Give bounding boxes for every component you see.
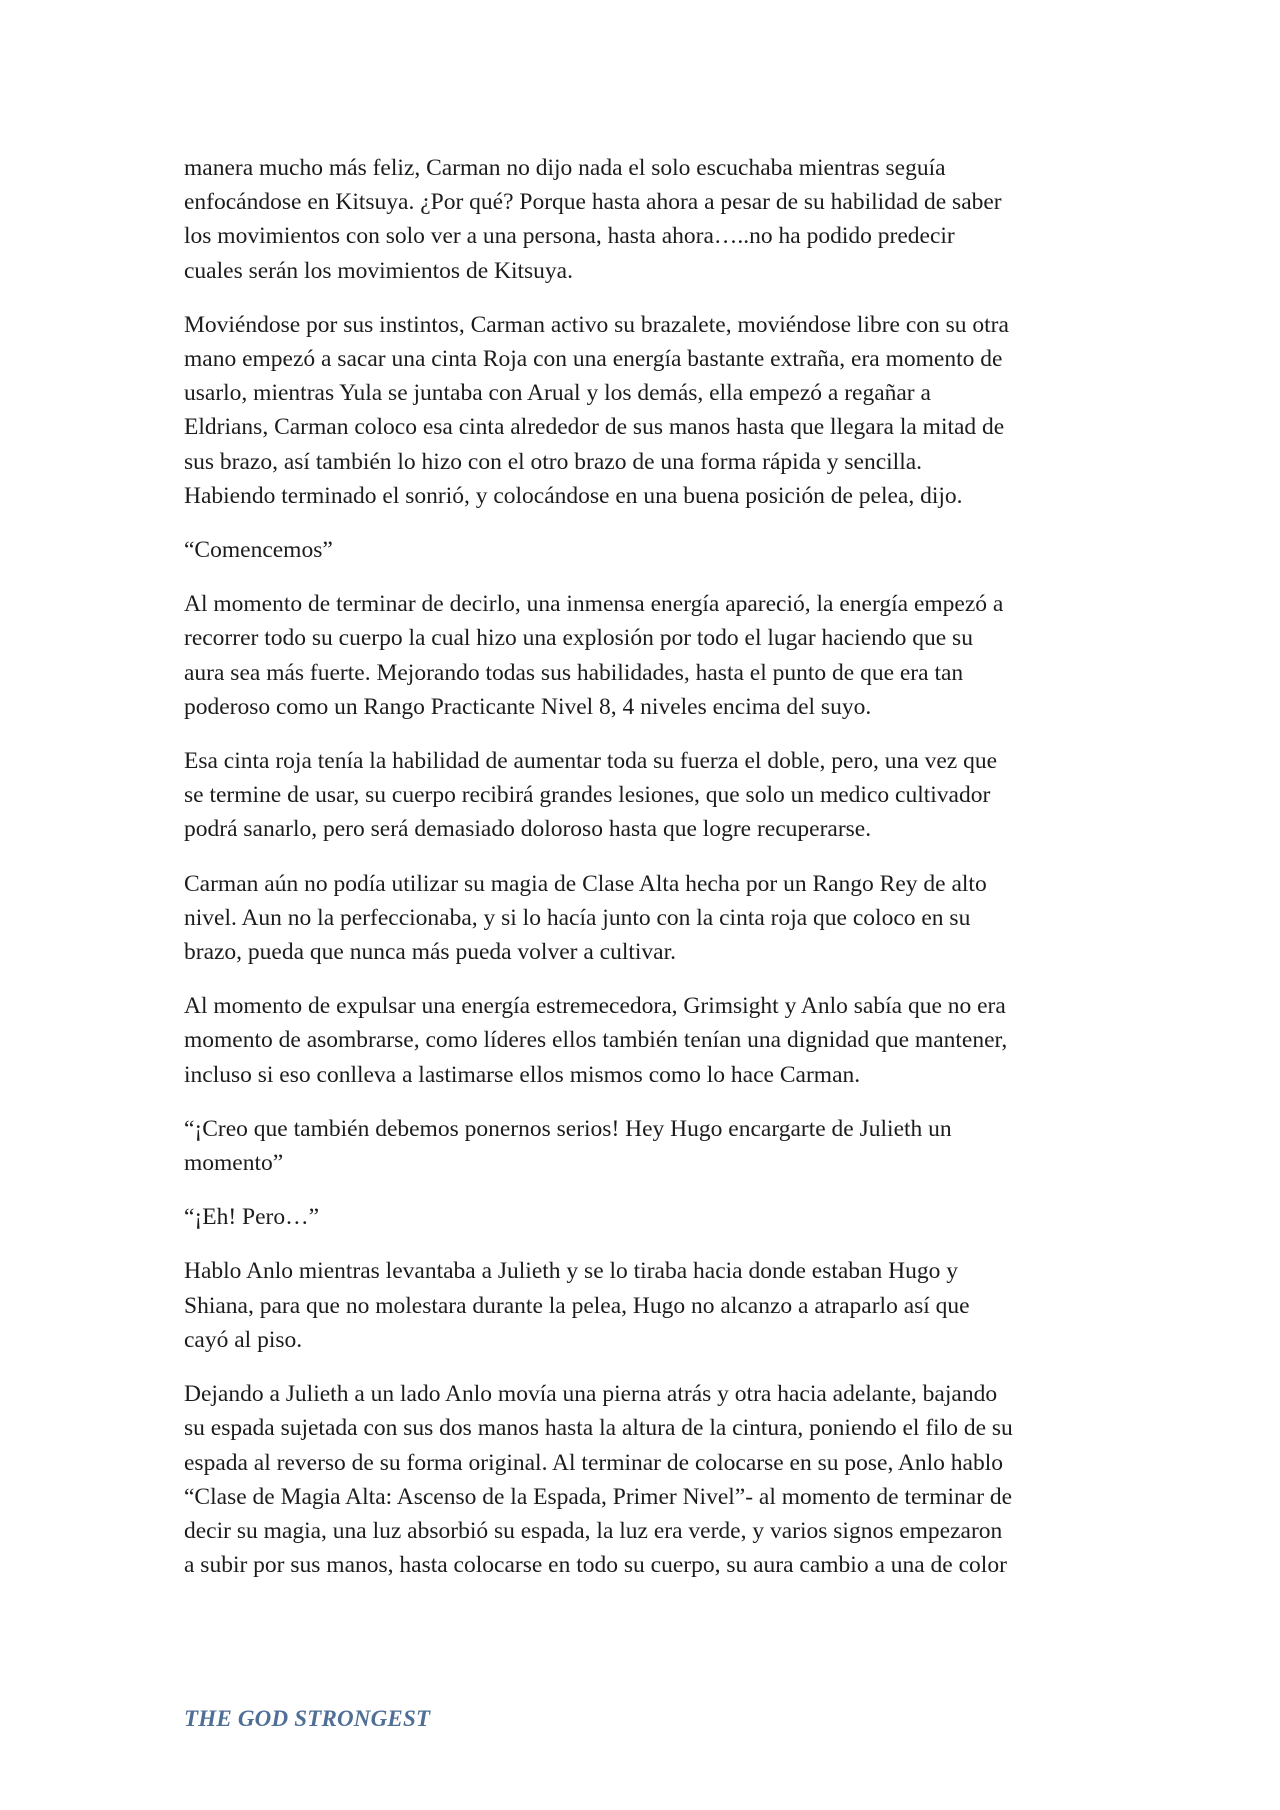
- page-footer: THE GOD STRONGEST: [184, 1706, 431, 1731]
- paragraph-10: Hablo Anlo mientras levantaba a Julieth y se lo tiraba hacia donde estaban Hugo y Shiana, para que no molestara durante la pelea, Hugo no alcanzo a atraparlo así que cayó al piso.: [184, 1258, 970, 1353]
- paragraph-8: “¡Creo que también debemos ponernos serios! Hey Hugo encargarte de Julieth un momento”: [184, 1115, 952, 1177]
- paragraph-5: Esa cinta roja tenía la habilidad de aumentar toda su fuerza el doble, pero, una vez que se termine de usar, su cuerpo recibirá grandes lesiones, que solo un medico cultivador podrá sanarlo, pero será demasiado doloroso hasta que logre recuperarse.: [184, 748, 998, 843]
- paragraph-4: Al momento de terminar de decirlo, una inmensa energía apareció, la energía empezó a recorrer todo su cuerpo la cual hizo una explosión por todo el lugar haciendo que su aura sea más fuerte. Mejorando todas sus habilidades, hasta el punto de que era tan poderoso como un Rango Practicante Nivel 8, 4 niveles encima del suyo.: [184, 591, 1004, 720]
- paragraph-3: “Comencemos”: [184, 537, 333, 564]
- paragraph-7: Al momento de expulsar una energía estremecedora, Grimsight y Anlo sabía que no era momento de asombrarse, como líderes ellos también tenían una dignidad que mantener, incluso si eso conlleva a lastimarse ellos mismos como lo hace Carman.: [184, 993, 1008, 1088]
- paragraph-11: Dejando a Julieth a un lado Anlo movía una pierna atrás y otra hacia adelante, bajando su espada sujetada con sus dos manos hasta la altura de la cintura, poniendo el filo de su espada al reverso de su forma original. Al terminar de colocarse en su pose, Anlo hablo “Clase de Magia Alta: Ascenso de la Espada, Primer Nivel”- al momento de terminar de decir su magia, una luz absorbió su espada, la luz era verde, y varios signos empezaron a subir por sus manos, hasta colocarse en todo su cuerpo, su aura cambio a una de color: [184, 1381, 1013, 1579]
- paragraph-6: Carman aún no podía utilizar su magia de Clase Alta hecha por un Rango Rey de alto nivel. Aun no la perfeccionaba, y si lo hacía junto con la cinta roja que coloco en su brazo, pueda que nunca más pueda volver a cultivar.: [184, 870, 987, 966]
- body-text: [184, 151, 1096, 1602]
- paragraph-9: “¡Eh! Pero…”: [184, 1204, 320, 1231]
- paragraph-2: Moviéndose por sus instintos, Carman activo su brazalete, moviéndose libre con su otra mano empezó a sacar una cinta Roja con una energía bastante extraña, era momento de usarlo, mientras Yula se juntaba con Arual y los demás, ella empezó a regañar a Eldrians, Carman coloco esa cinta alrededor de sus manos hasta que llegara la mitad de sus brazo, así también lo hizo con el otro brazo de una forma rápida y sencilla. Habiendo terminado el sonrió, y colocándose en una buena posición de pelea, dijo.: [184, 311, 1009, 509]
- paragraph-1: manera mucho más feliz, Carman no dijo nada el solo escuchaba mientras seguía enfocándose en Kitsuya. ¿Por qué? Porque hasta ahora a pesar de su habilidad de saber los movimientos con solo ver a una persona, hasta ahora…..no ha podido predecir cuales serán los movimientos de Kitsuya.: [184, 155, 1002, 284]
